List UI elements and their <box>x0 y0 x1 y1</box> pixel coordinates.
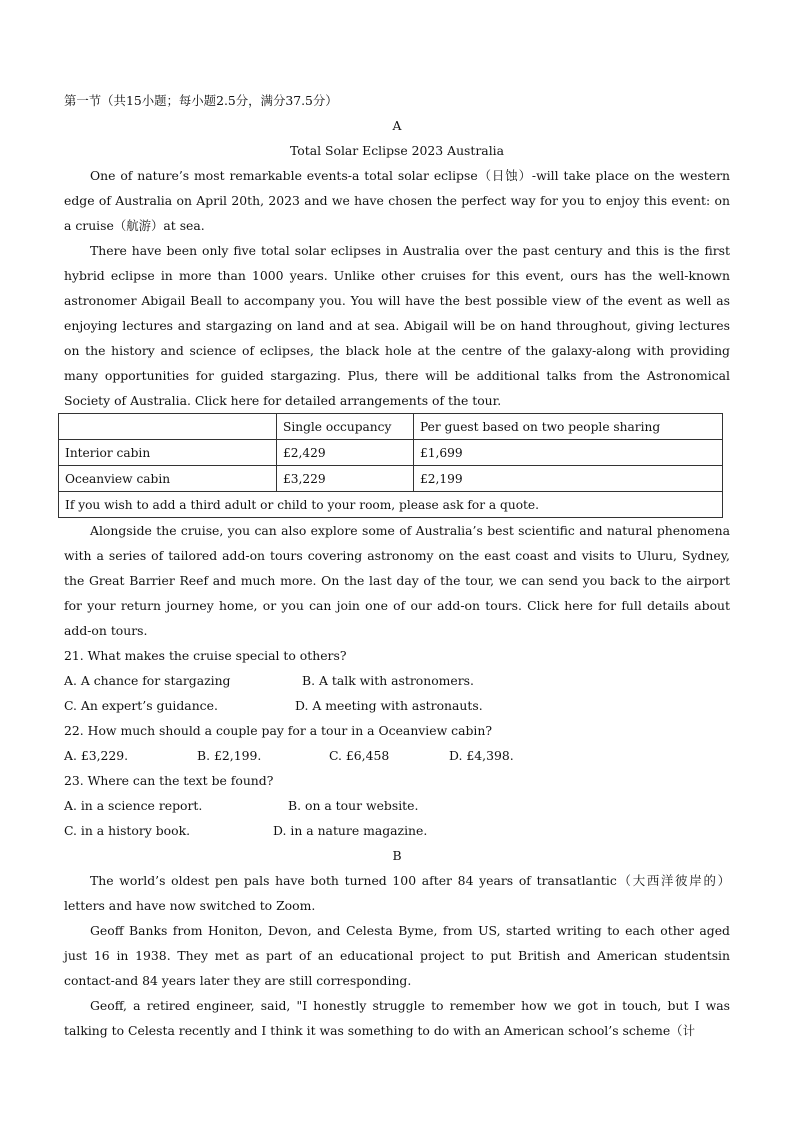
option-a[interactable]: A. £3,229. <box>64 748 129 763</box>
price-table <box>58 413 723 518</box>
table-cell: £3,229 <box>277 466 414 492</box>
passage-b-paragraph-1: The world’s oldest pen pals have both turned 100 after 84 years of transatlantic（大西洋彼岸的）letters and have now switched to Zoom. <box>64 873 730 913</box>
table-header-cell: Per guest based on two people sharing <box>414 414 723 440</box>
table-row <box>59 466 723 492</box>
question-21-options-row-1 <box>64 668 730 693</box>
passage-a-letter: A <box>392 118 402 133</box>
passage-a-paragraph-3: Alongside the cruise, you can also explore some of Australia’s best scientific and natural phenomena with a series of tailored add-on tours covering astronomy on the east coast and visits to Uluru, Sydney, the Great Barrier Reef and much more. On the last day of the tour, we can send you back to the airport for your return journey home, or you can join one of our add-on tours. Click here for full details about add-on tours. <box>64 523 730 638</box>
option-d[interactable]: D. £4,398. <box>449 748 514 763</box>
table-header-cell: Single occupancy <box>277 414 414 440</box>
table-cell: Interior cabin <box>59 440 277 466</box>
passage-b-paragraph-2: Geoff Banks from Honiton, Devon, and Celesta Byme, from US, started writing to each other aged just 16 in 1938. They met as part of an educational project to put British and American studentsin contact-and 84 years later they are still corresponding. <box>64 923 730 988</box>
question-21-stem: 21. What makes the cruise special to others? <box>64 648 347 663</box>
question-23-options-row-2 <box>64 818 730 843</box>
passage-a-paragraph-2: There have been only five total solar eclipses in Australia over the past century and this is the first hybrid eclipse in more than 1000 years. Unlike other cruises for this event, ours has the well-known astronomer Abigail Beall to accompany you. You will have the best possible view of the event as well as enjoying lectures and stargazing on land and at sea. Abigail will be on hand throughout, giving lectures on the history and science of eclipses, the black hole at the centre of the galaxy-along with providing many opportunities for guided stargazing. Plus, there will be additional talks from the Astronomical Society of Australia. Click here for detailed arrangements of the tour. <box>64 243 730 408</box>
option-c[interactable]: C. An expert’s guidance. <box>64 698 218 713</box>
passage-b-paragraph-3: Geoff, a retired engineer, said, "I honestly struggle to remember how we got in touch, but I was talking to Celesta recently and I think it was something to do with an American school’s scheme（计 <box>64 998 730 1038</box>
table-header-row <box>59 414 723 440</box>
table-row <box>59 440 723 466</box>
question-21-options-row-2 <box>64 693 730 718</box>
table-cell: £1,699 <box>414 440 723 466</box>
question-22-options-row-1 <box>64 743 730 768</box>
question-23-options-row-1 <box>64 793 730 818</box>
section-header: 第一节（共15小题；每小题2.5分，满分37.5分） <box>64 93 338 108</box>
option-d[interactable]: D. in a nature magazine. <box>273 823 428 838</box>
option-b[interactable]: B. on a tour website. <box>288 798 419 813</box>
table-note: If you wish to add a third adult or child to your room, please ask for a quote. <box>59 492 723 518</box>
option-d[interactable]: D. A meeting with astronauts. <box>295 698 483 713</box>
table-cell: £2,429 <box>277 440 414 466</box>
passage-b-letter: B <box>392 848 402 863</box>
option-a[interactable]: A. A chance for stargazing <box>64 673 231 688</box>
passage-a-paragraph-1: One of nature’s most remarkable events-a total solar eclipse（日蚀）-will take place on the western edge of Australia on April 20th, 2023 and we have chosen the perfect way for you to enjoy this event: on a cruise（航游）at sea. <box>64 168 730 233</box>
table-note-row <box>59 492 723 518</box>
question-22-stem: 22. How much should a couple pay for a tour in a Oceanview cabin? <box>64 723 492 738</box>
option-b[interactable]: B. £2,199. <box>197 748 262 763</box>
passage-a-title: Total Solar Eclipse 2023 Australia <box>289 143 505 158</box>
option-b[interactable]: B. A talk with astronomers. <box>302 673 474 688</box>
question-23-stem: 23. Where can the text be found? <box>64 773 274 788</box>
option-c[interactable]: C. in a history book. <box>64 823 191 838</box>
option-c[interactable]: C. £6,458 <box>329 748 390 763</box>
table-header-cell <box>59 414 277 440</box>
table-cell: £2,199 <box>414 466 723 492</box>
exam-page <box>64 88 730 1043</box>
table-cell: Oceanview cabin <box>59 466 277 492</box>
option-a[interactable]: A. in a science report. <box>64 798 203 813</box>
